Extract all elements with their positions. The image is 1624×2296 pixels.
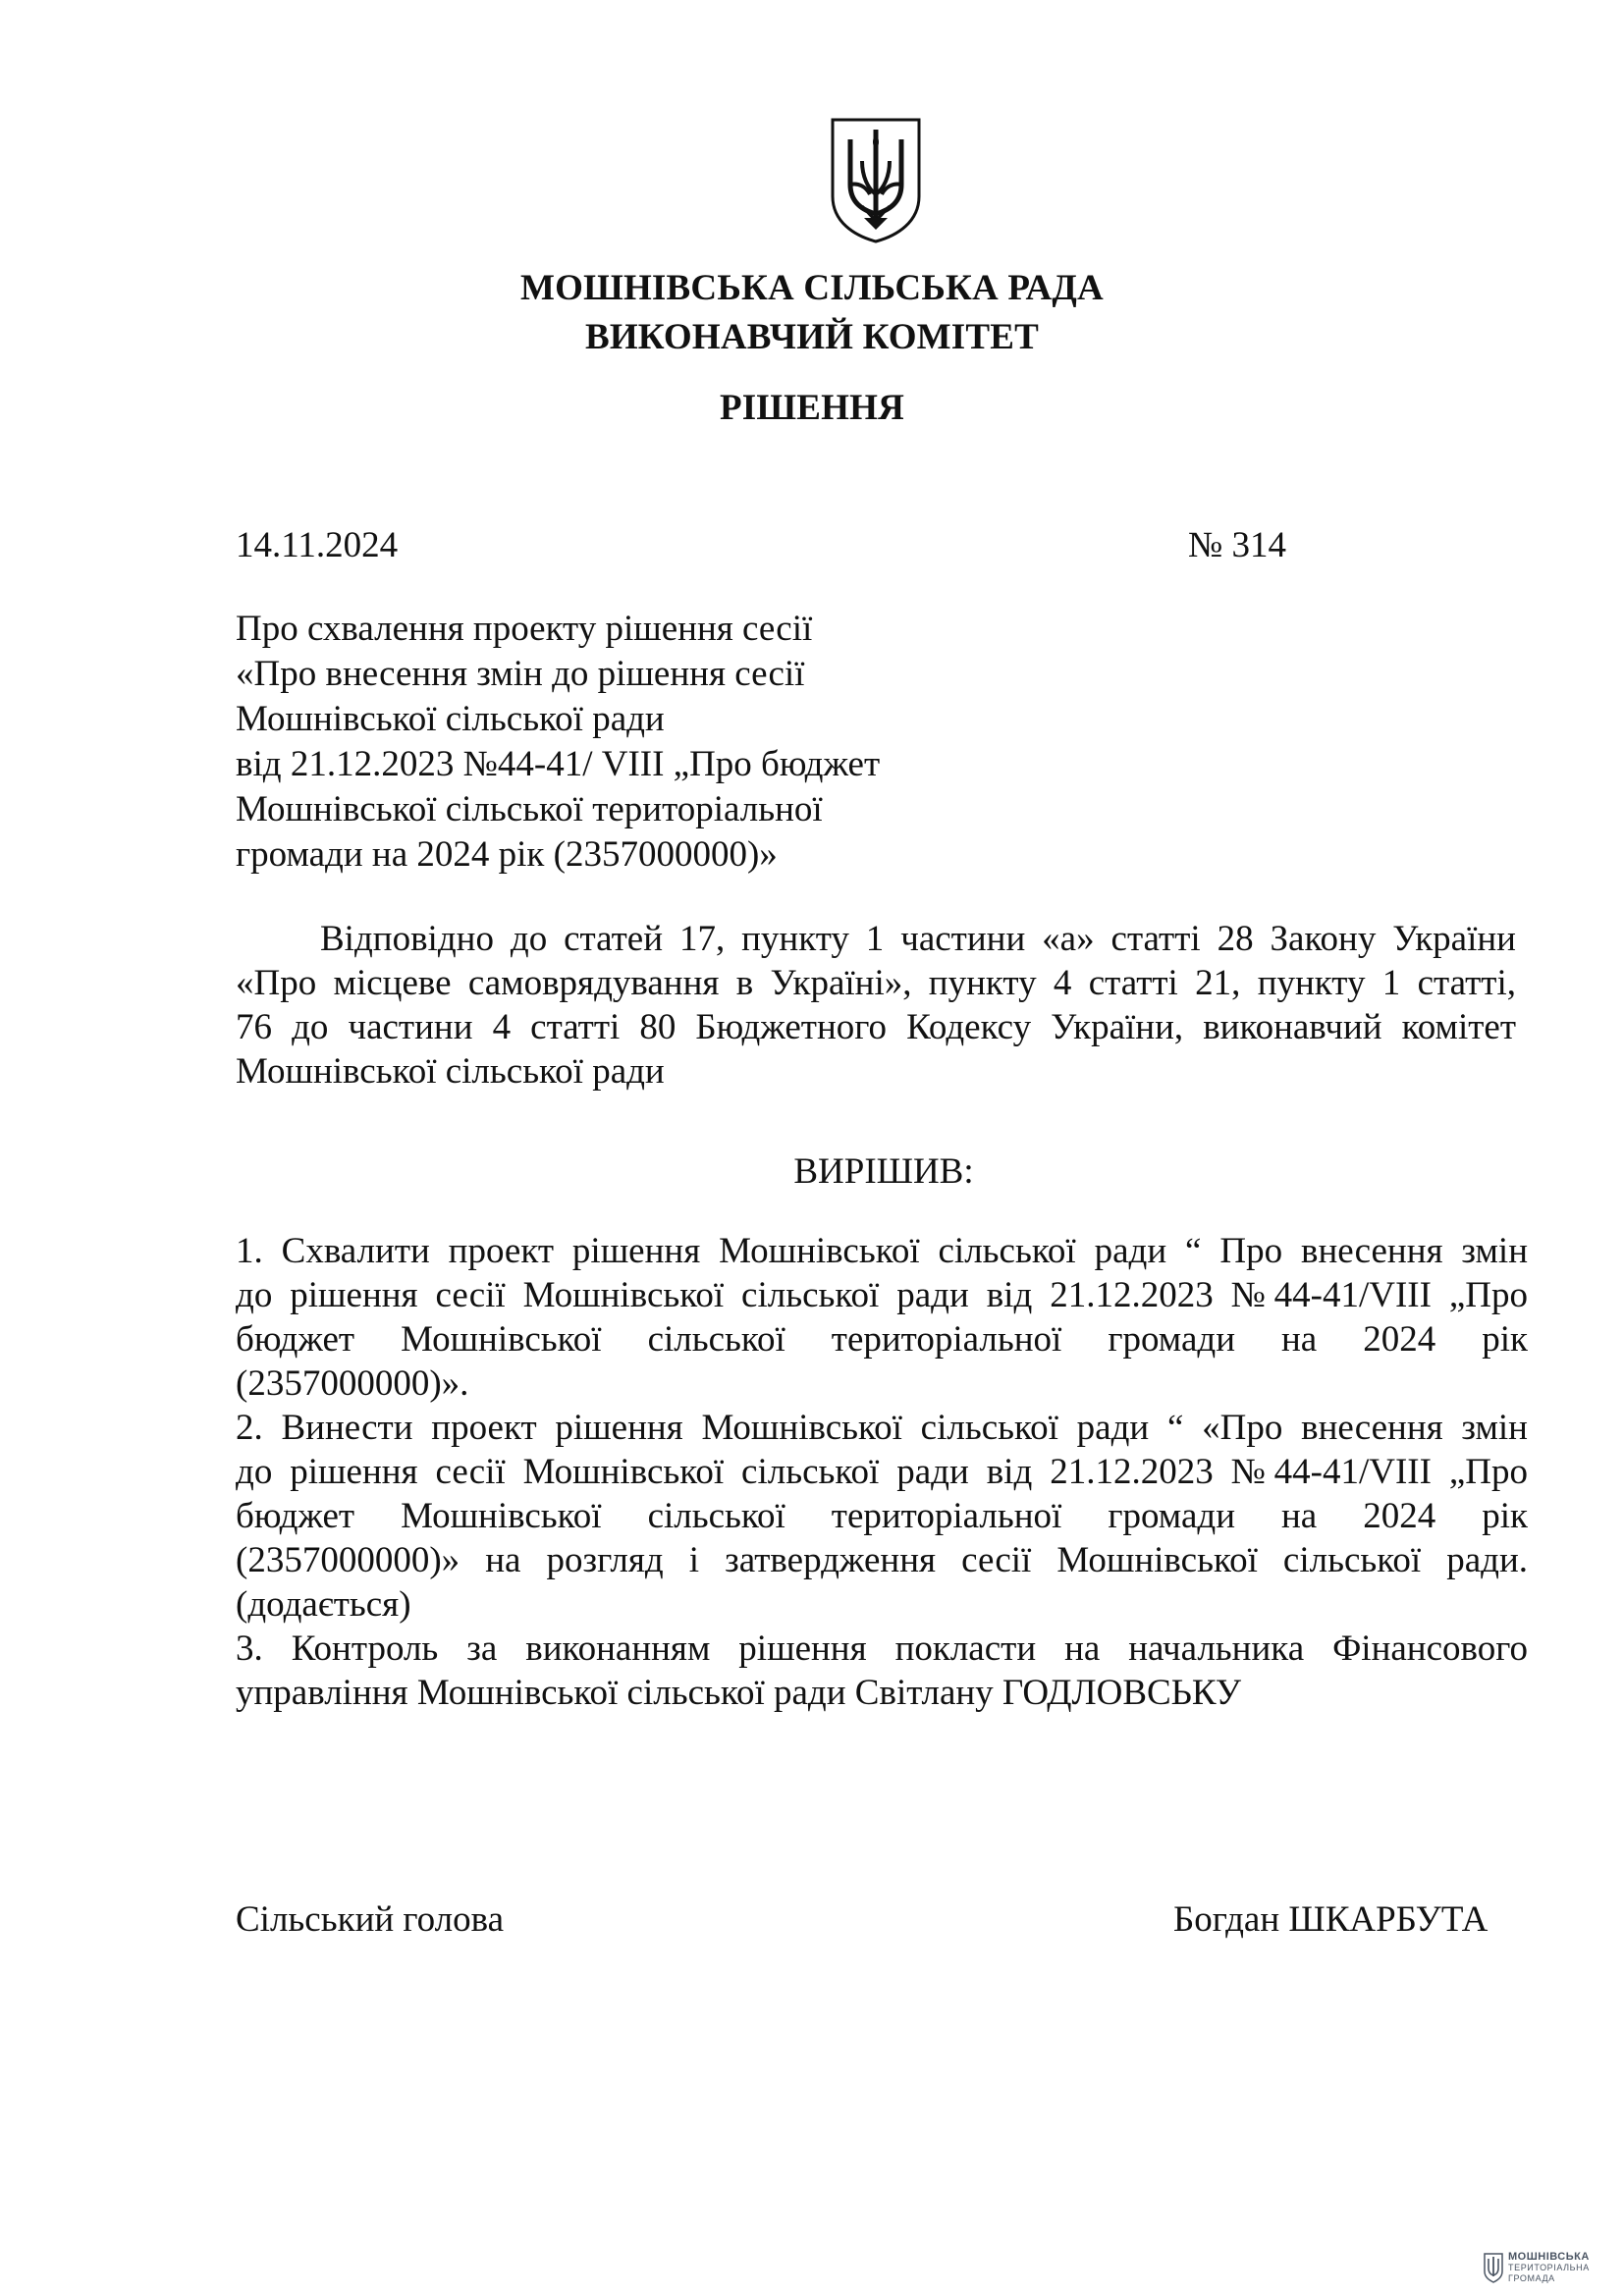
subject-line: від 21.12.2023 №44-41/ VIII „Про бюджет	[236, 744, 881, 784]
preamble-line: «Про місцеве самоврядування в Україні», пункту 4 статті 21, пункту 1 статті,	[236, 963, 1516, 1003]
footer-logo-line: ТЕРИТОРІАЛЬНА	[1508, 2263, 1590, 2272]
subject-line: громади на 2024 рік (2357000000)»	[236, 834, 778, 875]
preamble-line: 76 до частини 4 статті 80 Бюджетного Кодексу України, виконавчий комітет	[236, 1007, 1516, 1047]
item-line: бюджет Мошнівської сільської територіальної громади на 2024 рік	[236, 1319, 1528, 1360]
footer-logo-line: ГРОМАДА	[1508, 2273, 1555, 2283]
signatory-title: Сільський голова	[236, 1899, 505, 1940]
subject-block	[236, 607, 1021, 878]
signature-row	[236, 1898, 1512, 1941]
date-number-row	[236, 524, 1286, 566]
item-line: 2. Винести проект рішення Мошнівської сільської ради “ «Про внесення змін	[236, 1408, 1528, 1448]
item-line: (додається)	[236, 1584, 411, 1625]
item-line: до рішення сесії Мошнівської сільської ради від 21.12.2023 №44-41/VIII „Про	[236, 1275, 1528, 1315]
item-line: (2357000000)» на розгляд і затвердження сесії Мошнівської сільської ради.	[236, 1540, 1528, 1580]
committee-title: ВИКОНАВЧИЙ КОМІТЕТ	[584, 317, 1040, 357]
item-line: (2357000000)».	[236, 1363, 469, 1404]
preamble-paragraph	[236, 917, 1516, 1094]
decision-items	[236, 1229, 1528, 1715]
document-date: 14.11.2024	[236, 525, 399, 565]
subject-line: Мошнівської сільської ради	[236, 699, 665, 739]
preamble-line: Мошнівської сільської ради	[236, 1051, 665, 1092]
trident-coat-of-arms-icon	[829, 116, 923, 245]
subject-line: Про схвалення проекту рішення сесії	[236, 609, 813, 649]
subject-line: Мошнівської сільської територіальної	[236, 789, 823, 829]
document-type-title: РІШЕННЯ	[720, 388, 904, 428]
resolved-heading: ВИРІШИВ:	[793, 1151, 974, 1192]
council-title: МОШНІВСЬКА СІЛЬСЬКА РАДА	[520, 268, 1104, 308]
footer-logo-line: МОШНІВСЬКА	[1508, 2251, 1590, 2263]
subject-line: «Про внесення змін до рішення сесії	[236, 654, 805, 694]
item-line: до рішення сесії Мошнівської сільської ради від 21.12.2023 №44-41/VIII „Про	[236, 1452, 1528, 1492]
preamble-line: Відповідно до статей 17, пункту 1 частини «а» статті 28 Закону України	[320, 919, 1516, 959]
item-line: 3. Контроль за виконанням рішення покласти на начальника Фінансового	[236, 1629, 1528, 1669]
footer-logo-text	[1508, 2252, 1590, 2284]
document-number: № 314	[1187, 525, 1286, 565]
footer-logo	[1483, 2250, 1620, 2289]
item-line: бюджет Мошнівської сільської територіальної громади на 2024 рік	[236, 1496, 1528, 1536]
item-line: 1. Схвалити проект рішення Мошнівської сільської ради “ Про внесення змін	[236, 1231, 1528, 1271]
item-line: управління Мошнівської сільської ради Світлану ГОДЛОВСЬКУ	[236, 1673, 1242, 1713]
trident-logo-icon	[1483, 2252, 1504, 2283]
signatory-name: Богдан ШКАРБУТА	[1173, 1899, 1489, 1940]
